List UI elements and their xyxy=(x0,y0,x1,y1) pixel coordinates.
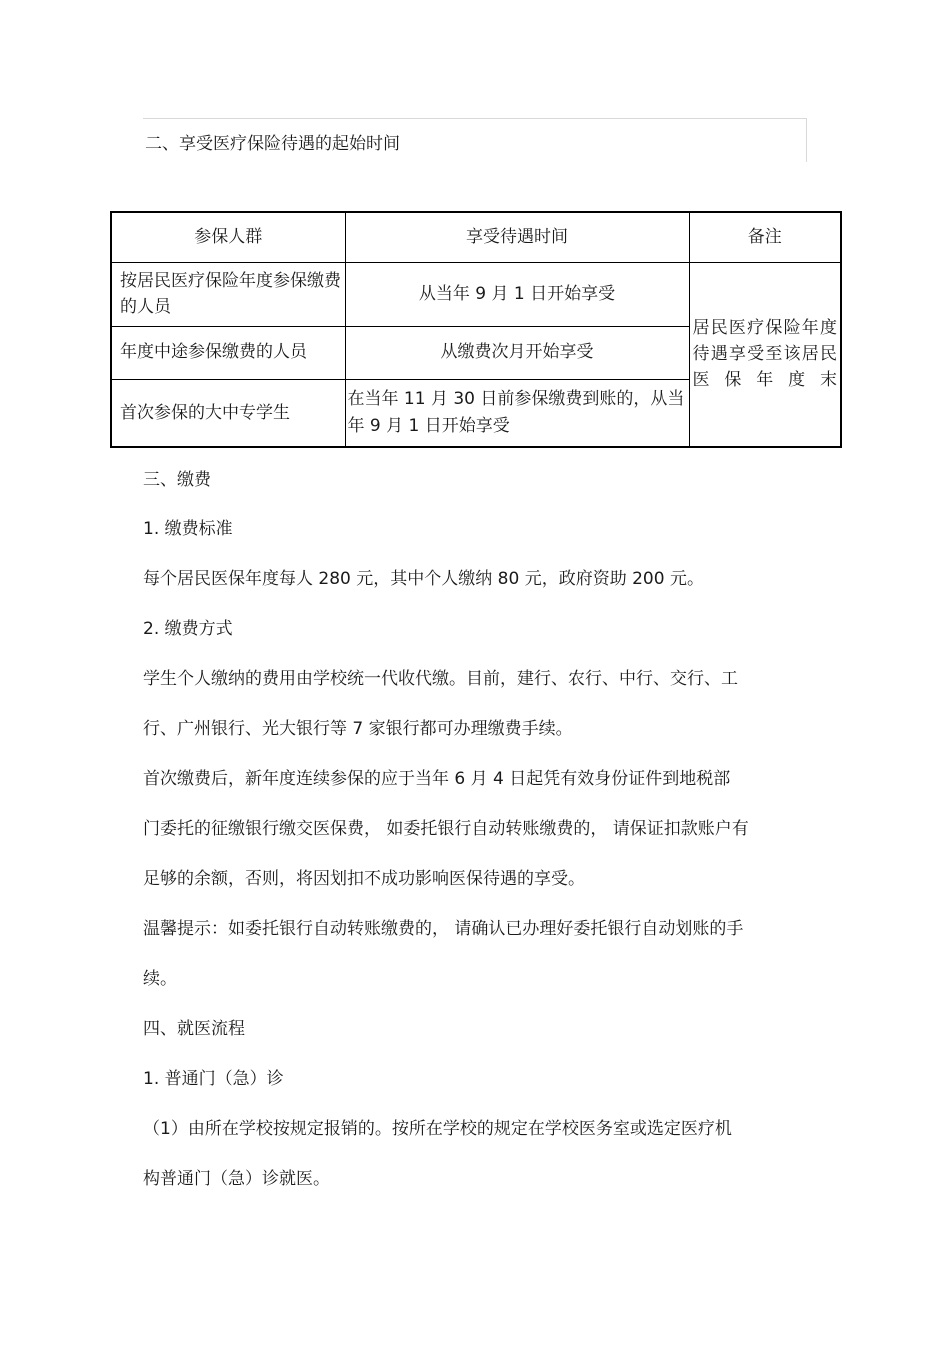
paragraph-line: 门委托的征缴银行缴交医保费， 如委托银行自动转账缴费的， 请保证扣款账户有 xyxy=(143,819,749,839)
row-note: 居民医疗保险年度待遇享受至该居民医保年度末 xyxy=(689,262,841,447)
row-group: 首次参保的大中专学生 xyxy=(111,379,345,447)
header-note: 备注 xyxy=(689,212,841,262)
row-time: 从当年 9 月 1 日开始享受 xyxy=(345,262,689,326)
header-group: 参保人群 xyxy=(111,212,345,262)
section-2-box xyxy=(143,118,807,162)
tip-line: 温馨提示：如委托银行自动转账缴费的， 请确认已办理好委托银行自动划账的手 xyxy=(143,919,744,939)
paragraph-line: 首次缴费后，新年度连续参保的应于当年 6 月 4 日起凭有效身份证件到地税部 xyxy=(143,769,731,789)
paragraph-line: （1）由所在学校按规定报销的。按所在学校的规定在学校医务室或选定医疗机 xyxy=(143,1119,732,1139)
subheading-fee-standard: 1. 缴费标准 xyxy=(143,519,233,539)
row-group: 按居民医疗保险年度参保缴费的人员 xyxy=(111,262,345,326)
section-3-heading: 三、缴费 xyxy=(143,470,211,490)
subheading-payment-method: 2. 缴费方式 xyxy=(143,619,233,639)
row-time: 在当年 11 月 30 日前参保缴费到账的，从当年 9 月 1 日开始享受 xyxy=(345,379,689,447)
paragraph-line: 每个居民医保年度每人 280 元，其中个人缴纳 80 元，政府资助 200 元。 xyxy=(143,569,704,589)
paragraph-line: 行、广州银行、光大银行等 7 家银行都可办理缴费手续。 xyxy=(143,719,573,739)
section-2-title: 二、享受医疗保险待遇的起始时间 xyxy=(145,134,400,154)
paragraph-line: 构普通门（急）诊就医。 xyxy=(143,1169,330,1189)
row-time: 从缴费次月开始享受 xyxy=(345,326,689,379)
paragraph-line: 足够的余额，否则，将因划扣不成功影响医保待遇的享受。 xyxy=(143,869,585,889)
benefit-table xyxy=(110,211,842,448)
paragraph-line: 学生个人缴纳的费用由学校统一代收代缴。目前，建行、农行、中行、交行、工 xyxy=(143,669,738,689)
table-row xyxy=(111,262,841,326)
header-time: 享受待遇时间 xyxy=(345,212,689,262)
section-4-heading: 四、就医流程 xyxy=(143,1019,245,1039)
row-group: 年度中途参保缴费的人员 xyxy=(111,326,345,379)
tip-line: 续。 xyxy=(143,969,177,989)
subheading-outpatient: 1. 普通门（急）诊 xyxy=(143,1069,284,1089)
table-header-row xyxy=(111,212,841,262)
